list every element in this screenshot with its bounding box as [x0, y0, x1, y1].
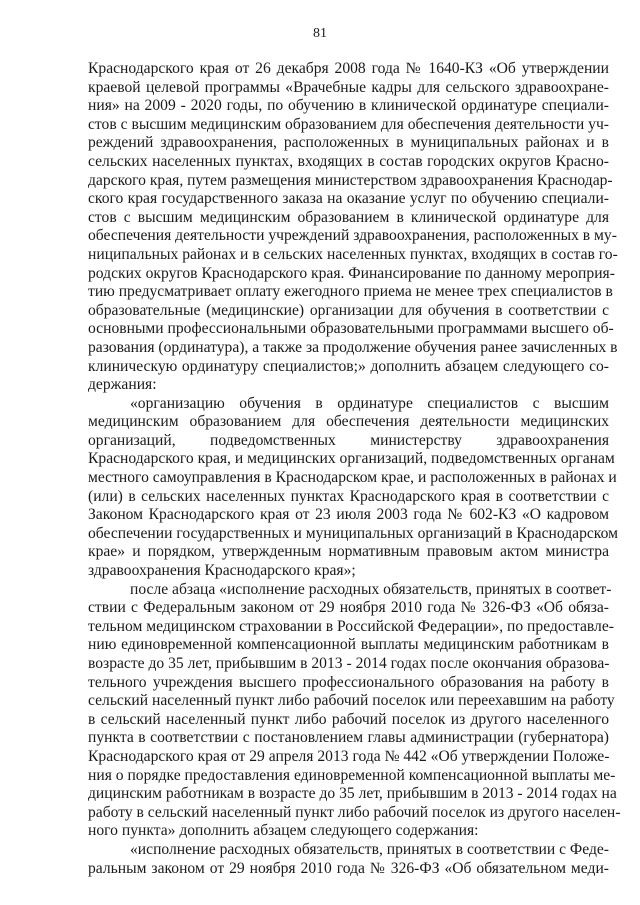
page-number: 81 [313, 26, 327, 41]
text-line: сельских населенных пунктах, входящих в состав городских округов Красно- [88, 152, 609, 170]
text-line: ствии с Федеральным законом от 29 ноября 2010 года № 326-ФЗ «Об обяза- [88, 599, 609, 617]
text-line: «исполнение расходных обязательств, принятых в соответствии с Феде- [130, 840, 609, 858]
text-line: стов с высшим медицинским образованием для обеспечения деятельности уч- [88, 115, 609, 133]
text-line: краевой целевой программы «Врачебные кадры для сельского здравоохране- [88, 78, 609, 96]
text-line: местного самоуправления в Краснодарском крае, и расположенных в районах и [88, 469, 617, 487]
text-line: здравоохранения Краснодарского края»; [88, 562, 356, 580]
text-line: нию единовременной компенсационной выплаты медицинским работникам в [88, 636, 609, 654]
text-line: пункта в соответствии с постановлением главы администрации (губернатора) [88, 729, 609, 747]
text-line: Краснодарского края, и медицинских организаций, подведомственных органам [88, 450, 615, 468]
text-line: клиническую ординатуру специалистов;» дополнить абзацем следующего со- [88, 357, 609, 375]
text-line: образовательные (медицинские) организации для обучения в соответствии с [88, 301, 609, 319]
text-line: ния о порядке предоставления единовременной компенсационной выплаты ме- [88, 766, 616, 784]
text-line: основными профессиональными образовательными программами высшего об- [88, 320, 614, 338]
text-line: сельский населенный пункт либо рабочий поселок или переехавшим на работу [88, 692, 615, 710]
text-line: разования (ординатура), а также за продолжение обучения ранее зачисленных в [88, 338, 618, 356]
text-line: медицинским образованием для обеспечения деятельности медицинских [88, 413, 609, 431]
text-line: тельном медицинском страховании в Российской Федерации», по предоставле- [88, 617, 614, 635]
text-line: обеспечении государственных и муниципальных организаций в Краснодарском [88, 524, 618, 542]
text-line: тельного учреждения высшего профессионального образования на работу в [88, 673, 609, 691]
text-line: организаций, подведомственных министерству здравоохранения [88, 431, 609, 449]
text-line: после абзаца «исполнение расходных обязательств, принятых в соответ- [130, 580, 612, 598]
text-line: ниципальных районах и в сельских населенных пунктах, входящих в состав го- [88, 245, 618, 263]
text-line: в сельский населенный пункт либо рабочий поселок из другого населенного [88, 710, 609, 728]
text-line: Законом Краснодарского края от 23 июля 2003 года № 602-КЗ «О кадровом [88, 506, 609, 524]
text-line: работу в сельский населенный пункт либо рабочий поселок из другого населен- [88, 803, 621, 821]
text-line: «организацию обучения в ординатуре специалистов с высшим [130, 394, 609, 412]
text-line: держания: [88, 376, 157, 394]
text-line: стов с высшим медицинским образованием в клинической ординатуре для [88, 208, 609, 226]
text-line: ского края государственного заказа на оказание услуг по обучению специали- [88, 190, 609, 208]
text-line: крае» и порядком, утвержденным нормативным правовым актом министра [88, 543, 609, 561]
text-line: дарского края, путем размещения министерством здравоохранения Краснодар- [88, 171, 613, 189]
text-line: ного пункта» дополнить абзацем следующего содержания: [88, 822, 479, 840]
text-line: дицинским работникам в возрасте до 35 лет, прибывшим в 2013 - 2014 годах на [88, 785, 617, 803]
text-line: Краснодарского края от 26 декабря 2008 года № 1640-КЗ «Об утверждении [88, 60, 609, 77]
text-line: Краснодарского края от 29 апреля 2013 года № 442 «Об утверждении Положе- [88, 747, 610, 765]
text-line: реждений здравоохранения, расположенных в муниципальных районах и в [88, 134, 609, 152]
text-line: возрасте до 35 лет, прибывшим в 2013 - 2014 годах после окончания образова- [88, 655, 610, 672]
text-line: (или) в сельских населенных пунктах Краснодарского края в соответствии с [88, 487, 609, 505]
text-line: тию предусматривает оплату ежегодного приема не менее трех специалистов в [88, 283, 613, 301]
text-line: ральным законом от 29 ноября 2010 года № 326-ФЗ «Об обязательном меди- [88, 859, 609, 877]
text-line: ния» на 2009 - 2020 годы, по обучению в клинической ординатуре специали- [88, 97, 609, 115]
text-line: родских округов Краснодарского края. Финансирование по данному мероприя- [88, 264, 615, 282]
document-body [88, 60, 621, 878]
text-line: обеспечения деятельности учреждений здравоохранения, расположенных в му- [88, 227, 617, 245]
